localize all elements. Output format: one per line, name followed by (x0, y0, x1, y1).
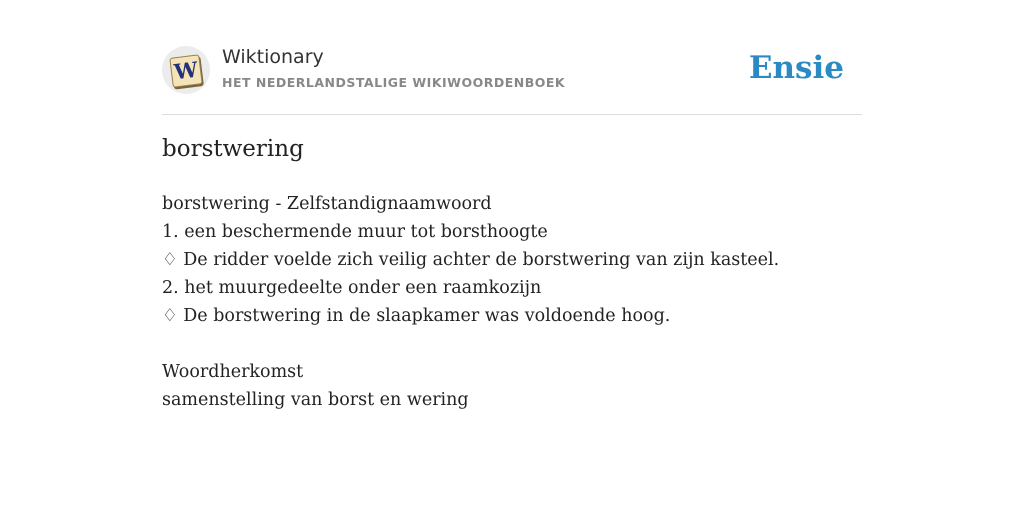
definition-2: 2. het muurgedeelte onder een raamkozijn (162, 278, 542, 298)
definition-1: 1. een beschermende muur tot borsthoogte (162, 222, 548, 242)
spacer (162, 330, 862, 358)
wiktionary-logo-icon[interactable] (162, 46, 210, 94)
site-name[interactable]: Wiktionary (222, 46, 324, 68)
logo-letter: W (172, 56, 200, 85)
example-2: ♢ De borstwering in de slaapkamer was voldoende hoog. (162, 306, 671, 326)
word-title: borstwering (162, 136, 304, 162)
example-1: ♢ De ridder voelde zich veilig achter de borstwering van zijn kasteel. (162, 250, 780, 270)
etymology-text: samenstelling van borst en wering (162, 390, 469, 410)
entry-headline: borstwering - Zelfstandignaamwoord (162, 194, 492, 214)
ensie-brand-link[interactable]: Ensie (748, 50, 844, 86)
site-header (162, 44, 862, 115)
site-tagline: HET NEDERLANDSTALIGE WIKIWOORDENBOEK (222, 75, 566, 90)
entry-body (162, 190, 862, 414)
etymology-heading: Woordherkomst (162, 362, 304, 382)
logo-tile (169, 54, 202, 87)
